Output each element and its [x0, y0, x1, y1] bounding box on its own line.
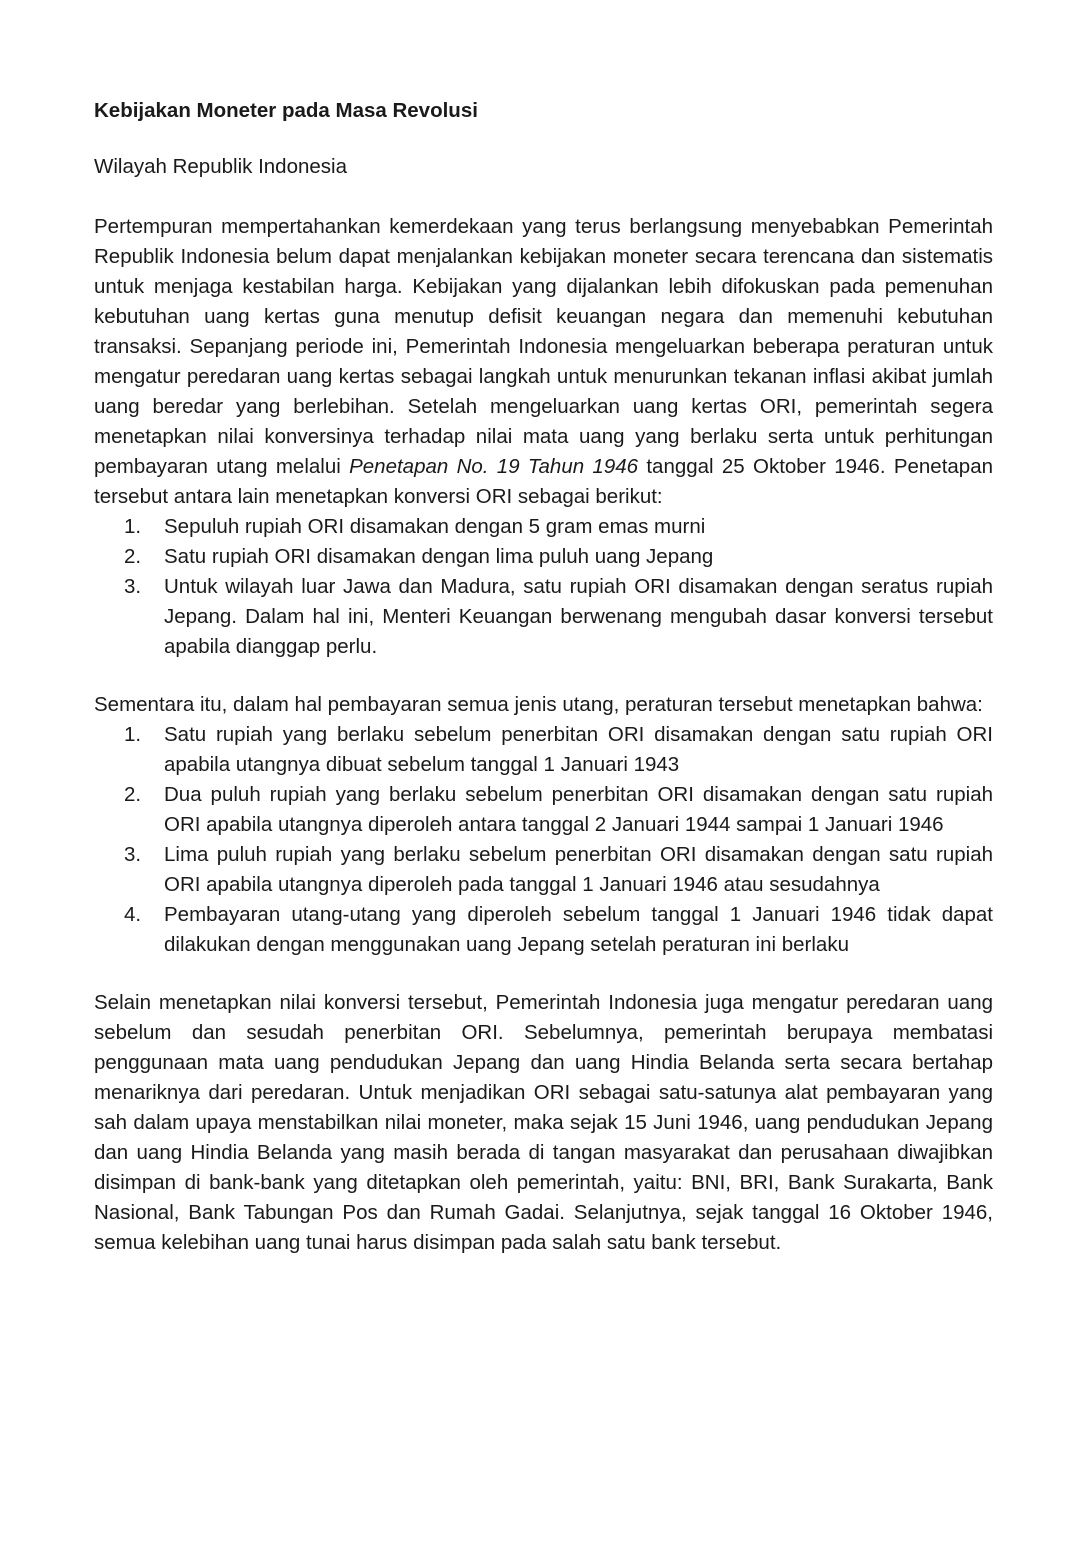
paragraph-1-text: Pertempuran mempertahankan kemerdekaan yang terus berlangsung menyebabkan Pemerintah Republik Indonesia belum dapat menjalankan kebijakan moneter secara terencana dan sistematis untuk menjaga kestabilan harga. Kebijakan yang dijalankan lebih difokuskan pada pemenuhan kebutuhan uang kertas guna menutup defisit keuangan negara dan memenuhi kebutuhan transaksi. Sepanjang periode ini, Pemerintah Indonesia mengeluarkan beberapa peraturan untuk mengatur peredaran uang kertas sebagai langkah untuk menurunkan tekanan inflasi akibat jumlah uang beredar yang berlebihan. Setelah mengeluarkan uang kertas ORI, pemerintah segera menetapkan nilai konversinya terhadap nilai mata uang yang berlaku serta untuk perhitungan pembayaran utang melalui — [94, 215, 993, 478]
list-item-text: Sepuluh rupiah ORI disamakan dengan 5 gram emas murni — [164, 515, 706, 538]
list-item-number: 1. — [124, 515, 142, 538]
list-item — [94, 542, 993, 572]
debt-payment-list — [94, 720, 993, 960]
document-subtitle: Wilayah Republik Indonesia — [94, 155, 347, 178]
conversion-list — [94, 512, 993, 662]
list-item-text: Satu rupiah yang berlaku sebelum penerbitan ORI disamakan dengan satu rupiah ORI apabila utangnya dibuat sebelum tanggal 1 Januari 1943 — [164, 723, 993, 776]
list-item-number: 3. — [124, 575, 142, 598]
paragraph-3: Selain menetapkan nilai konversi tersebut, Pemerintah Indonesia juga mengatur peredaran uang sebelum dan sesudah penerbitan ORI. Sebelumnya, pemerintah berupaya membatasi penggunaan mata uang pendudukan Jepang dan uang Hindia Belanda serta secara bertahap menariknya dari peredaran. Untuk menjadikan ORI sebagai satu-satunya alat pembayaran yang sah dalam upaya menstabilkan nilai moneter, maka sejak 15 Juni 1946, uang pendudukan Jepang dan uang Hindia Belanda yang masih berada di tangan masyarakat dan perusahaan diwajibkan disimpan di bank-bank yang ditetapkan oleh pemerintah, yaitu: BNI, BRI, Bank Surakarta, Bank Nasional, Bank Tabungan Pos dan Rumah Gadai. Selanjutnya, sejak tanggal 16 Oktober 1946, semua kelebihan uang tunai harus disimpan pada salah satu bank tersebut. — [94, 991, 993, 1254]
list-item-text: Dua puluh rupiah yang berlaku sebelum penerbitan ORI disamakan dengan satu rupiah ORI apabila utangnya diperoleh antara tanggal 2 Januari 1944 sampai 1 Januari 1946 — [164, 783, 993, 836]
list-item-text: Lima puluh rupiah yang berlaku sebelum penerbitan ORI disamakan dengan satu rupiah ORI apabila utangnya diperoleh pada tanggal 1 Januari 1946 atau sesudahnya — [164, 843, 993, 896]
paragraph-1-italic-reference: Penetapan No. 19 Tahun 1946 — [349, 455, 639, 478]
document-page — [94, 96, 993, 1258]
list-item-number: 2. — [124, 783, 142, 806]
list-item-text: Pembayaran utang-utang yang diperoleh sebelum tanggal 1 Januari 1946 tidak dapat dilakukan dengan menggunakan uang Jepang setelah peraturan ini berlaku — [164, 903, 993, 956]
list-item-number: 2. — [124, 545, 142, 568]
paragraph-1-text-end: tanggal 25 Oktober 1946. Penetapan tersebut antara lain menetapkan konversi ORI sebagai berikut: — [94, 455, 994, 508]
list-item-text: Untuk wilayah luar Jawa dan Madura, satu rupiah ORI disamakan dengan seratus rupiah Jepang. Dalam hal ini, Menteri Keuangan berwenang mengubah dasar konversi tersebut apabila dianggap perlu. — [164, 575, 993, 658]
list-item-text: Satu rupiah ORI disamakan dengan lima puluh uang Jepang — [164, 545, 714, 568]
document-title: Kebijakan Moneter pada Masa Revolusi — [94, 99, 478, 122]
list-item — [94, 900, 993, 960]
list-item-number: 4. — [124, 903, 142, 926]
list-item — [94, 512, 993, 542]
list-item — [94, 572, 993, 662]
list-item-number: 1. — [124, 723, 142, 746]
list-item-number: 3. — [124, 843, 142, 866]
list-item — [94, 840, 993, 900]
list-item — [94, 720, 993, 780]
paragraph-2: Sementara itu, dalam hal pembayaran semua jenis utang, peraturan tersebut menetapkan bahwa: — [94, 693, 983, 716]
paragraph-1 — [94, 212, 993, 512]
list-item — [94, 780, 993, 840]
